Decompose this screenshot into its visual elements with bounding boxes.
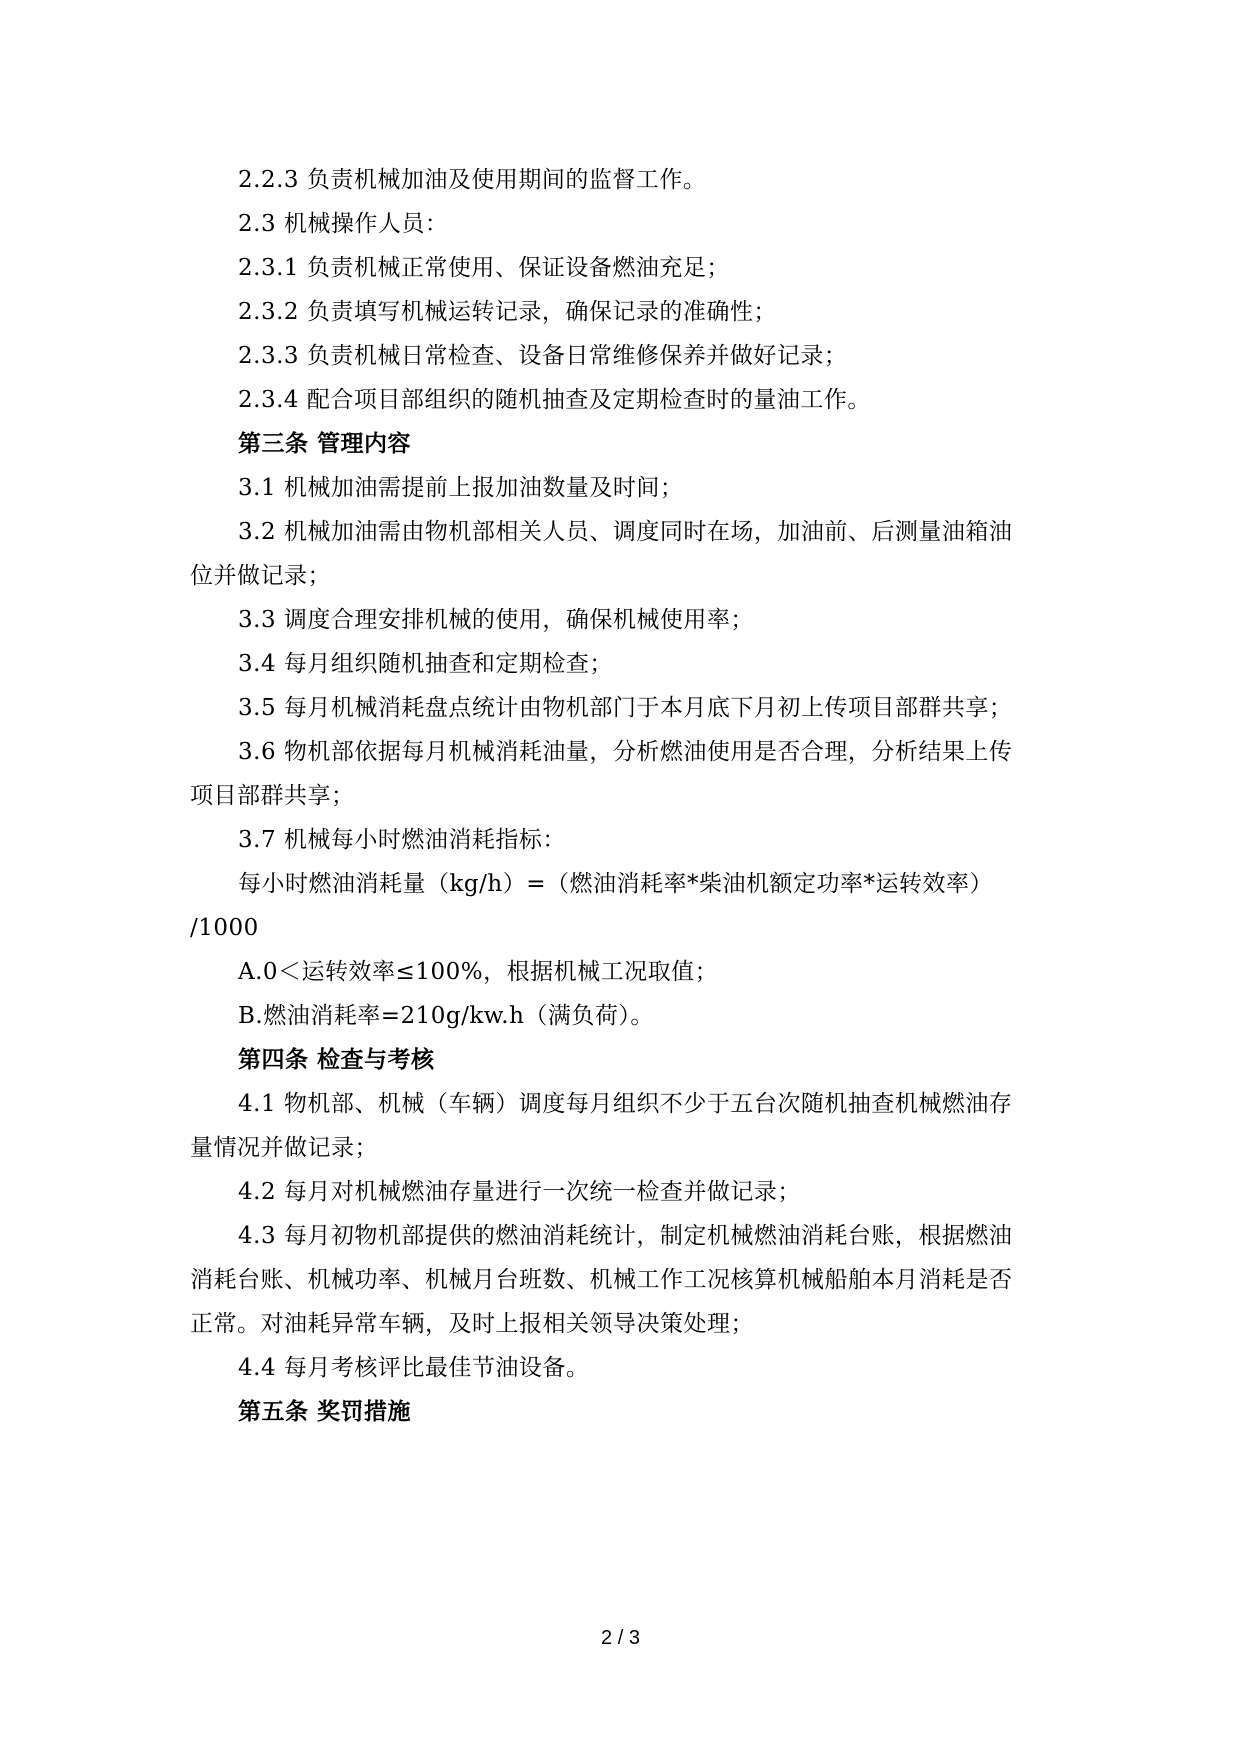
clause-3-7: 3.7 机械每小时燃油消耗指标： bbox=[238, 827, 566, 853]
clause-4-3-cont-1: 消耗台账、机械功率、机械月台班数、机械工作工况核算机械船舶本月消耗是否 bbox=[190, 1267, 1013, 1293]
clause-2-3-3: 2.3.3 负责机械日常检查、设备日常维修保养并做好记录； bbox=[238, 343, 848, 369]
section-heading-3: 第三条 管理内容 bbox=[238, 431, 412, 457]
clause-2-3-2: 2.3.2 负责填写机械运转记录，确保记录的准确性； bbox=[238, 299, 777, 325]
clause-4-1: 4.1 物机部、机械（车辆）调度每月组织不少于五台次随机抽查机械燃油存 bbox=[238, 1091, 1013, 1117]
clause-3-1: 3.1 机械加油需提前上报加油数量及时间； bbox=[238, 475, 684, 501]
section-heading-5: 第五条 奖罚措施 bbox=[238, 1399, 412, 1425]
clause-3-6: 3.6 物机部依据每月机械消耗油量，分析燃油使用是否合理，分析结果上传 bbox=[238, 739, 1013, 765]
clause-2-2-3: 2.2.3 负责机械加油及使用期间的监督工作。 bbox=[238, 167, 707, 193]
clause-3-4: 3.4 每月组织随机抽查和定期检查； bbox=[238, 651, 613, 677]
clause-4-4: 4.4 每月考核评比最佳节油设备。 bbox=[238, 1355, 590, 1381]
formula-note-b: B.燃油消耗率=210g/kw.h（满负荷）。 bbox=[238, 1003, 654, 1029]
formula: 每小时燃油消耗量（kg/h）=（燃油消耗率*柴油机额定功率*运转效率） bbox=[238, 871, 993, 897]
clause-2-3: 2.3 机械操作人员： bbox=[238, 211, 449, 237]
page-number: 2 / 3 bbox=[601, 1627, 640, 1649]
clause-3-3: 3.3 调度合理安排机械的使用，确保机械使用率； bbox=[238, 607, 754, 633]
clause-2-3-4: 2.3.4 配合项目部组织的随机抽查及定期检查时的量油工作。 bbox=[238, 387, 871, 413]
document-body bbox=[190, 158, 1050, 1434]
clause-3-2-cont: 位并做记录； bbox=[190, 563, 331, 589]
clause-4-3: 4.3 每月初物机部提供的燃油消耗统计，制定机械燃油消耗台账，根据燃油 bbox=[238, 1223, 1013, 1249]
clause-4-2: 4.2 每月对机械燃油存量进行一次统一检查并做记录； bbox=[238, 1179, 801, 1205]
clause-3-6-cont: 项目部群共享； bbox=[190, 783, 355, 809]
clause-2-3-1: 2.3.1 负责机械正常使用、保证设备燃油充足； bbox=[238, 255, 730, 281]
section-heading-4: 第四条 检查与考核 bbox=[238, 1047, 435, 1073]
formula-cont: /1000 bbox=[190, 915, 259, 941]
clause-4-1-cont: 量情况并做记录； bbox=[190, 1135, 378, 1161]
formula-note-a: A.0＜运转效率≤100%，根据机械工况取值； bbox=[238, 959, 719, 985]
clause-4-3-cont-2: 正常。对油耗异常车辆，及时上报相关领导决策处理； bbox=[190, 1311, 754, 1337]
clause-3-5: 3.5 每月机械消耗盘点统计由物机部门于本月底下月初上传项目部群共享； bbox=[238, 695, 1013, 721]
clause-3-2: 3.2 机械加油需由物机部相关人员、调度同时在场，加油前、后测量油箱油 bbox=[238, 519, 1013, 545]
